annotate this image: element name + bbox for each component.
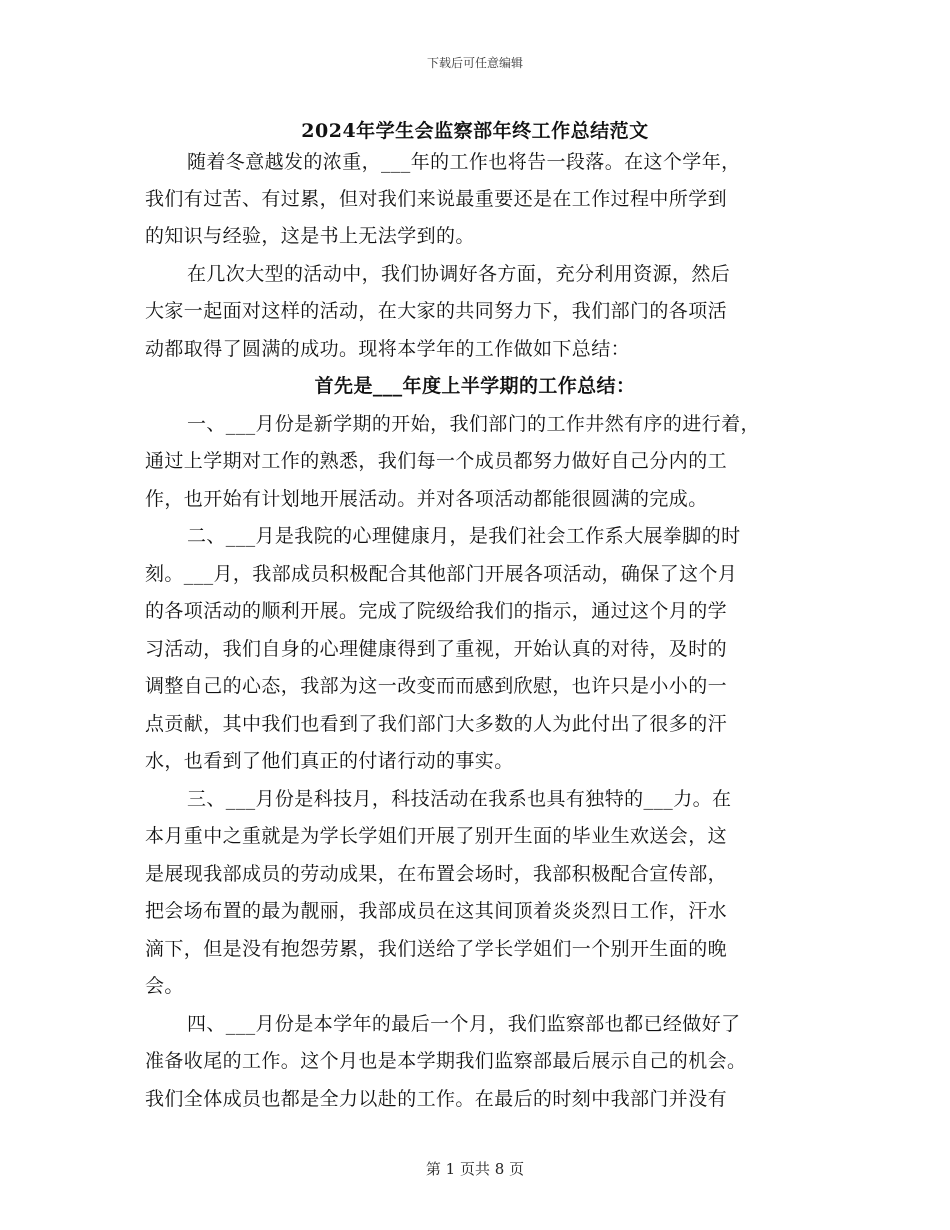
paragraph-line: 会。 xyxy=(145,975,184,997)
paragraph-line: 动都取得了圆满的成功。现将本学年的工作做如下总结： xyxy=(145,338,631,360)
paragraph-line: 水，也看到了他们真正的付诸行动的事实。 xyxy=(145,750,514,772)
paragraph-line: 二、___月是我院的心理健康月，是我们社会工作系大展拳脚的时 xyxy=(187,525,741,547)
page-header: 下载后可任意编辑 xyxy=(426,56,523,70)
paragraph-line: 的各项活动的顺利开展。完成了院级给我们的指示，通过这个月的学 xyxy=(145,600,728,622)
document-title: 2024年学生会监察部年终工作总结范文 xyxy=(301,120,649,142)
paragraph-line: 在几次大型的活动中，我们协调好各方面，充分利用资源，然后 xyxy=(187,263,731,285)
paragraph-line: 大家一起面对这样的活动，在大家的共同努力下，我们部门的各项活 xyxy=(145,300,728,322)
paragraph-line: 刻。___月，我部成员积极配合其他部门开展各项活动，确保了这个月 xyxy=(145,563,738,585)
paragraph-line: 作，也开始有计划地开展活动。并对各项活动都能很圆满的完成。 xyxy=(145,488,708,510)
paragraph-line: 一、___月份是新学期的开始，我们部门的工作井然有序的进行着， xyxy=(187,413,760,435)
paragraph-line: 点贡献，其中我们也看到了我们部门大多数的人为此付出了很多的汗 xyxy=(145,713,728,735)
paragraph-line: 我们有过苦、有过累，但对我们来说最重要还是在工作过程中所学到 xyxy=(145,188,728,210)
page-footer: 第 1 页共 8 页 xyxy=(425,1160,525,1178)
paragraph-line: 准备收尾的工作。这个月也是本学期我们监察部最后展示自己的机会。 xyxy=(145,1050,747,1072)
paragraph-line: 习活动，我们自身的心理健康得到了重视，开始认真的对待，及时的 xyxy=(145,638,728,660)
paragraph-line: 通过上学期对工作的熟悉，我们每一个成员都努力做好自己分内的工 xyxy=(145,450,728,472)
paragraph-line: 随着冬意越发的浓重，___年的工作也将告一段落。在这个学年， xyxy=(187,151,741,173)
paragraph-line: 是展现我部成员的劳动成果，在布置会场时，我部积极配合宣传部， xyxy=(145,863,728,885)
paragraph-line: 的知识与经验，这是书上无法学到的。 xyxy=(145,225,475,247)
paragraph-line: 把会场布置的最为靓丽，我部成员在这其间顶着炎炎烈日工作，汗水 xyxy=(145,900,728,922)
section-heading: 首先是___年度上半学期的工作总结： xyxy=(314,375,636,397)
paragraph-line: 调整自己的心态，我部为这一改变而而感到欣慰，也许只是小小的一 xyxy=(145,675,728,697)
paragraph-line: 我们全体成员也都是全力以赴的工作。在最后的时刻中我部门并没有 xyxy=(145,1088,728,1110)
paragraph-line: 四、___月份是本学年的最后一个月，我们监察部也都已经做好了 xyxy=(187,1013,741,1035)
paragraph-line: 三、___月份是科技月，科技活动在我系也具有独特的___力。在 xyxy=(187,788,732,810)
paragraph-line: 滴下，但是没有抱怨劳累，我们送给了学长学姐们一个别开生面的晚 xyxy=(145,938,728,960)
paragraph-line: 本月重中之重就是为学长学姐们开展了别开生面的毕业生欢送会，这 xyxy=(145,825,728,847)
